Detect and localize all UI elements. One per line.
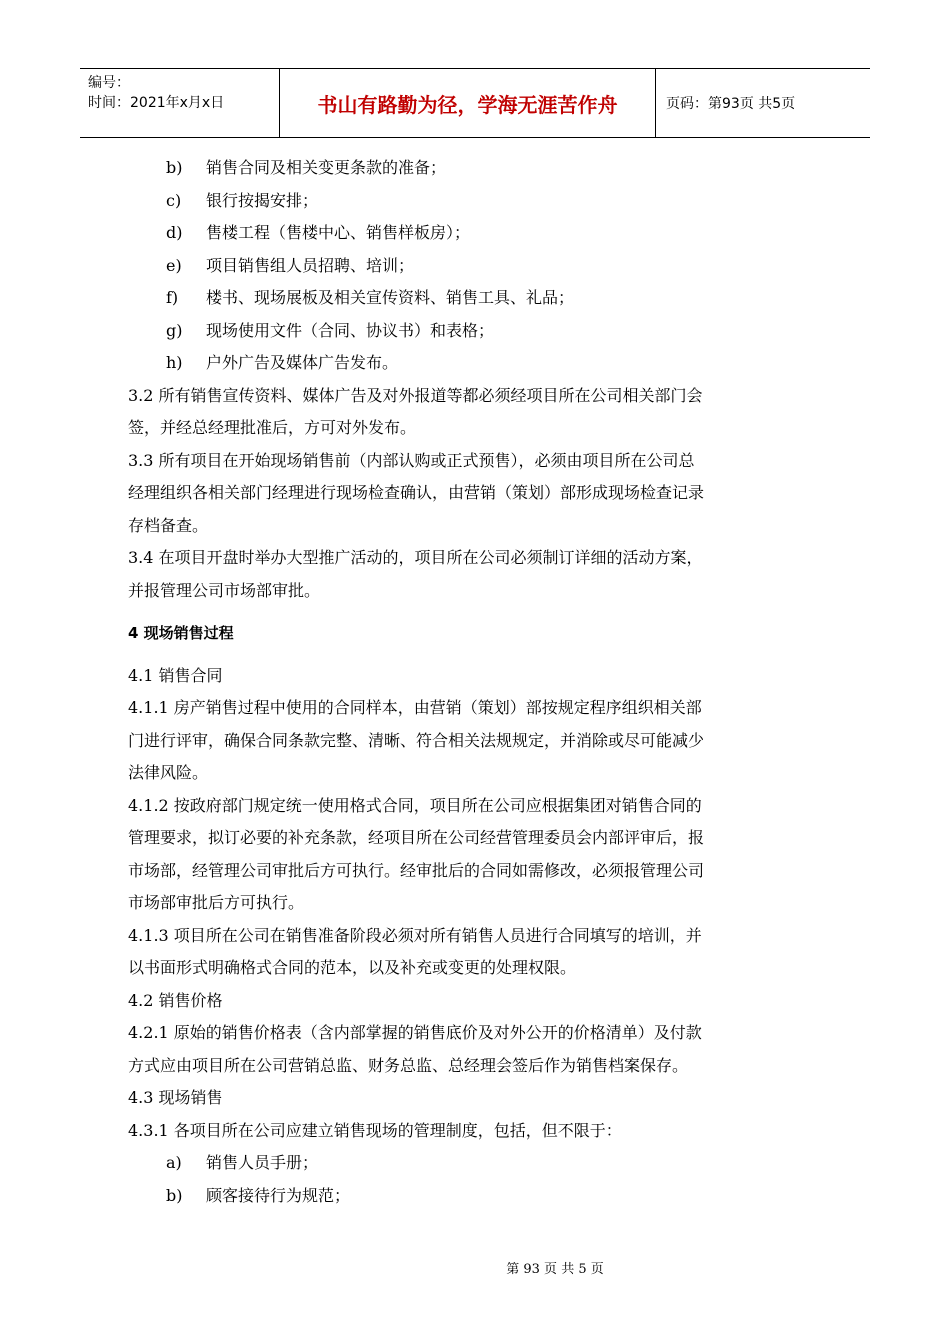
list-item: b) 销售合同及相关变更条款的准备； [166,158,447,177]
paragraph-3-2: 3.2 所有销售宣传资料、媒体广告及对外报道等都必须经项目所在公司相关部门会 [128,385,703,405]
list-item: b) 顾客接待行为规范； [166,1185,351,1205]
subsection-heading: 4.3 现场销售 [128,1088,223,1107]
paragraph-3-3: 存档备查。 [128,515,209,535]
header-motto: 书山有路勤为径，学海无涯苦作舟 [280,69,656,137]
list-item: g) 现场使用文件（合同、协议书）和表格； [166,320,495,340]
paragraph-4-2-1: 方式应由项目所在公司营销总监、财务总监、总经理会签后作为销售档案保存。 [128,1055,689,1075]
list-item: d) 售楼工程（售楼中心、销售样板房）； [166,223,471,242]
paragraph-4-1-2: 管理要求，拟订必要的补充条款，经项目所在公司经营管理委员会内部评审后，报 [128,828,705,847]
header-meta [80,69,280,137]
paragraph-4-1-2: 市场部，经管理公司审批后方可执行。经审批后的合同如需修改，必须报管理公司 [128,860,705,880]
list-item: e) 项目销售组人员招聘、培训； [166,255,415,275]
paragraph-4-2-1: 4.2.1 原始的销售价格表（含内部掌握的销售底价及对外公开的价格清单）及付款 [128,1023,702,1042]
paragraph-3-4: 3.4 在项目开盘时举办大型推广活动的，项目所在公司必须制订详细的活动方案， [128,548,703,567]
header-page-info: 页码：第93页 共5页 [666,96,796,112]
paragraph-4-1-3: 4.1.3 项目所在公司在销售准备阶段必须对所有销售人员进行合同填写的培训，并 [128,925,702,945]
paragraph-4-3-1: 4.3.1 各项目所在公司应建立销售现场的管理制度，包括，但不限于： [128,1120,622,1140]
subsection-heading: 4.2 销售价格 [128,990,223,1010]
document-body [128,152,828,1212]
paragraph-4-1-2: 4.1.2 按政府部门规定统一使用格式合同，项目所在公司应根据集团对销售合同的 [128,795,702,815]
page-header [80,68,870,138]
paragraph-3-3: 经理组织各相关部门经理进行现场检查确认，由营销（策划）部形成现场检查记录 [128,483,705,502]
list-item: f) 楼书、现场展板及相关宣传资料、销售工具、礼品； [166,288,575,307]
paragraph-4-1-2: 市场部审批后方可执行。 [128,893,305,912]
paragraph-3-4: 并报管理公司市场部审批。 [128,580,321,600]
list-item: c) 银行按揭安排； [166,190,319,210]
paragraph-4-1-3: 以书面形式明确格式合同的范本，以及补充或变更的处理权限。 [128,958,577,977]
section-heading: 4 现场销售过程 [128,624,234,642]
list-item: a) 销售人员手册； [166,1153,319,1172]
subsection-heading: 4.1 销售合同 [128,665,223,685]
paragraph-3-3: 3.3 所有项目在开始现场销售前（内部认购或正式预售），必须由项目所在公司总 [128,450,695,470]
list-item: h) 户外广告及媒体广告发布。 [166,353,399,372]
page-footer: 第 93 页 共 5 页 [506,1262,604,1277]
number-label: 编号： [88,75,130,91]
paragraph-4-1-1: 法律风险。 [128,763,209,782]
date-label: 时间：2021年x月x日 [88,95,225,111]
paragraph-4-1-1: 门进行评审，确保合同条款完整、清晰、符合相关法规规定，并消除或尽可能减少 [128,730,705,750]
paragraph-4-1-1: 4.1.1 房产销售过程中使用的合同样本，由营销（策划）部按规定程序组织相关部 [128,698,702,717]
paragraph-3-2: 签，并经总经理批准后，方可对外发布。 [128,418,417,437]
